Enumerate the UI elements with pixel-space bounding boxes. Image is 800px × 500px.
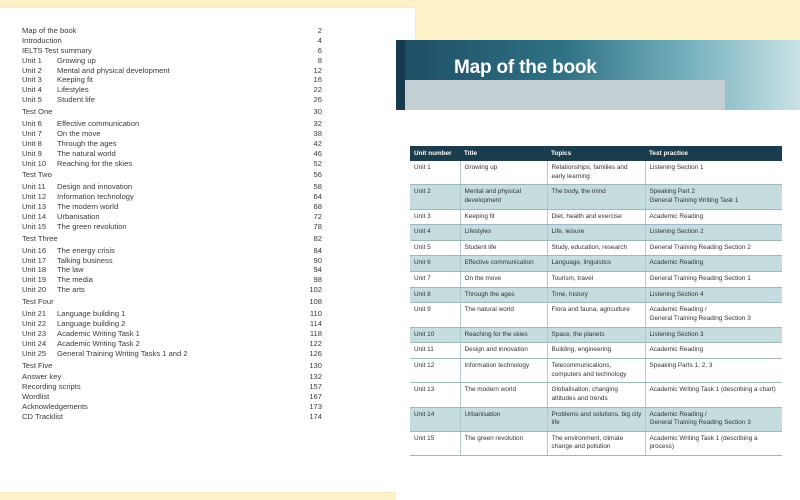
contents-entry-title: Design and innovation xyxy=(57,182,133,192)
contents-row xyxy=(22,36,322,46)
cell-topics: Relationships, families and early learning xyxy=(547,161,645,185)
contents-row xyxy=(22,202,322,212)
contents-page-number: 38 xyxy=(313,128,322,138)
contents-entry-label: Test Four xyxy=(22,297,54,307)
cell-test-practice: General Training Reading Section 2 xyxy=(645,240,782,256)
contents-page-number: 174 xyxy=(309,411,322,421)
cell-test-practice: Academic Reading xyxy=(645,343,782,359)
contents-entry-title: Academic Writing Task 2 xyxy=(57,338,140,348)
contents-entry-label: Unit 16 xyxy=(22,245,47,255)
cell-test-practice: Listening Section 4 xyxy=(645,287,782,303)
header-bar xyxy=(405,80,725,110)
cell-test-practice: Speaking Parts 1, 2, 3 xyxy=(645,358,782,382)
contents-row xyxy=(22,392,322,402)
contents-row xyxy=(22,139,322,149)
cell-unit: Unit 8 xyxy=(410,287,460,303)
contents-row xyxy=(22,107,322,117)
cell-unit: Unit 6 xyxy=(410,256,460,272)
cell-test-practice: Academic Reading / General Training Reading Section 3 xyxy=(645,303,782,327)
contents-entry-title: Growing up xyxy=(57,55,96,65)
contents-row xyxy=(22,129,322,139)
cell-title: Mental and physical development xyxy=(460,185,547,209)
contents-page-number: 82 xyxy=(313,233,322,243)
contents-row xyxy=(22,285,322,295)
contents-entry-label: CD Tracklist xyxy=(22,411,63,421)
contents-entry-label: Unit 13 xyxy=(22,202,47,212)
contents-entry-title: On the move xyxy=(57,128,101,138)
table-row xyxy=(410,358,782,382)
table-row xyxy=(410,431,782,455)
contents-entry-label: Unit 22 xyxy=(22,318,47,328)
cell-unit: Unit 1 xyxy=(410,161,460,185)
contents-entry-label: Unit 5 xyxy=(22,95,42,105)
contents-entry-label: Answer key xyxy=(22,372,62,382)
contents-row xyxy=(22,275,322,285)
contents-row xyxy=(22,149,322,159)
contents-page-number: 26 xyxy=(313,95,322,105)
contents-row xyxy=(22,159,322,169)
contents-page-number: 64 xyxy=(313,192,322,202)
cell-unit: Unit 12 xyxy=(410,358,460,382)
cell-title: The natural world xyxy=(460,303,547,327)
contents-entry-label: Unit 11 xyxy=(22,182,46,192)
contents-entry-label: Unit 19 xyxy=(22,275,47,285)
contents-page-number: 118 xyxy=(309,328,322,338)
cell-unit: Unit 4 xyxy=(410,225,460,241)
table-row xyxy=(410,327,782,343)
page-title: Map of the book xyxy=(454,57,597,78)
contents-page-number: 114 xyxy=(309,318,322,328)
table-row xyxy=(410,240,782,256)
contents-entry-label: Recording scripts xyxy=(22,382,81,392)
map-of-book-page xyxy=(396,40,800,500)
contents-entry-title: The green revolution xyxy=(57,221,127,231)
contents-entry-label: Introduction xyxy=(22,35,62,45)
table-row xyxy=(410,383,782,407)
contents-row xyxy=(22,119,322,129)
cell-title: The modern world xyxy=(460,383,547,407)
contents-page-number: 173 xyxy=(309,402,322,412)
contents-row xyxy=(22,256,322,266)
table-row xyxy=(410,343,782,359)
cell-unit: Unit 7 xyxy=(410,272,460,288)
contents-row xyxy=(22,95,322,105)
contents-entry-label: Wordlist xyxy=(22,392,50,402)
contents-entry-title: The modern world xyxy=(57,202,119,212)
contents-row xyxy=(22,339,322,349)
map-table xyxy=(410,146,782,456)
table-row xyxy=(410,161,782,185)
contents-row xyxy=(22,372,322,382)
cell-title: Urbanisation xyxy=(460,407,547,431)
cell-title: Design and innovation xyxy=(460,343,547,359)
contents-entry-title: General Training Writing Tasks 1 and 2 xyxy=(57,348,188,358)
contents-page-number: 4 xyxy=(317,35,322,45)
column-header-topics: Topics xyxy=(547,146,645,161)
column-header-title: Title xyxy=(460,146,547,161)
contents-entry-label: Test Three xyxy=(22,233,58,243)
contents-row xyxy=(22,329,322,339)
contents-page-number: 16 xyxy=(313,75,322,85)
cell-unit: Unit 14 xyxy=(410,407,460,431)
contents-entry-title: Student life xyxy=(57,95,95,105)
contents-row xyxy=(22,212,322,222)
contents-entry-label: Unit 4 xyxy=(22,85,42,95)
cell-unit: Unit 2 xyxy=(410,185,460,209)
column-header-test: Test practice xyxy=(645,146,782,161)
cell-test-practice: Academic Writing Task 1 (describing a chart) xyxy=(645,383,782,407)
cell-topics: The body, the mind xyxy=(547,185,645,209)
contents-entry-label: Unit 21 xyxy=(22,309,47,319)
column-header-unit: Unit number xyxy=(410,146,460,161)
contents-page-number: 98 xyxy=(313,275,322,285)
contents-entry-title: The media xyxy=(57,275,93,285)
contents-row xyxy=(22,412,322,422)
cell-topics: Language, linguistics xyxy=(547,256,645,272)
contents-entry-title: Language building 1 xyxy=(57,309,126,319)
contents-page-number: 72 xyxy=(313,212,322,222)
contents-page-number: 6 xyxy=(317,45,322,55)
contents-entry-title: Reaching for the skies xyxy=(57,158,133,168)
contents-entry-title: Effective communication xyxy=(57,119,140,129)
contents-entry-label: IELTS Test summary xyxy=(22,45,92,55)
contents-row xyxy=(22,297,322,307)
contents-page-number: 42 xyxy=(313,138,322,148)
cell-unit: Unit 11 xyxy=(410,343,460,359)
contents-entry-label: Test One xyxy=(22,107,53,117)
cell-topics: Problems and solutions, big city life xyxy=(547,407,645,431)
contents-entry-title: The natural world xyxy=(57,148,116,158)
contents-page-number: 32 xyxy=(313,119,322,129)
cell-topics: The environment, climate change and pollution xyxy=(547,431,645,455)
cell-topics: Telecommunications, computers and technology xyxy=(547,358,645,382)
cell-title: The green revolution xyxy=(460,431,547,455)
table-of-contents xyxy=(22,26,322,422)
contents-entry-label: Unit 7 xyxy=(22,128,42,138)
contents-entry-label: Unit 12 xyxy=(22,192,47,202)
contents-page-number: 108 xyxy=(309,297,322,307)
contents-page-number: 130 xyxy=(309,360,322,370)
contents-entry-title: Talking business xyxy=(57,255,113,265)
contents-page-number: 56 xyxy=(313,170,322,180)
table-row xyxy=(410,185,782,209)
contents-page-number: 8 xyxy=(317,55,322,65)
table-row xyxy=(410,209,782,225)
cell-title: Student life xyxy=(460,240,547,256)
cell-unit: Unit 5 xyxy=(410,240,460,256)
contents-page-number: 84 xyxy=(313,245,322,255)
table-row xyxy=(410,272,782,288)
contents-page-number: 157 xyxy=(309,382,322,392)
contents-entry-title: Language building 2 xyxy=(57,318,126,328)
cell-topics: Building, engineering xyxy=(547,343,645,359)
cell-title: Through the ages xyxy=(460,287,547,303)
table-row xyxy=(410,407,782,431)
contents-page-number: 122 xyxy=(309,338,322,348)
contents-entry-title: Mental and physical development xyxy=(57,65,170,75)
cell-unit: Unit 3 xyxy=(410,209,460,225)
contents-entry-label: Unit 17 xyxy=(22,255,47,265)
contents-row xyxy=(22,234,322,244)
contents-page-number: 58 xyxy=(313,182,322,192)
cell-test-practice: Speaking Part 2 General Training Writing Task 1 xyxy=(645,185,782,209)
contents-page-number: 52 xyxy=(313,158,322,168)
contents-entry-title: The energy crisis xyxy=(57,245,115,255)
contents-entry-label: Unit 9 xyxy=(22,148,42,158)
contents-row xyxy=(22,182,322,192)
cell-title: Effective communication xyxy=(460,256,547,272)
contents-row xyxy=(22,246,322,256)
contents-entry-label: Map of the book xyxy=(22,26,77,35)
contents-row xyxy=(22,265,322,275)
contents-page-number: 126 xyxy=(309,348,322,358)
contents-row xyxy=(22,382,322,392)
contents-row xyxy=(22,56,322,66)
cell-title: Lifestyles xyxy=(460,225,547,241)
cell-unit: Unit 13 xyxy=(410,383,460,407)
contents-page-number: 102 xyxy=(309,285,322,295)
cell-topics: Tourism, travel xyxy=(547,272,645,288)
contents-entry-title: The law xyxy=(57,265,84,275)
contents-entry-label: Unit 1 xyxy=(22,55,42,65)
contents-page-number: 78 xyxy=(313,221,322,231)
cell-test-practice: Academic Reading / General Training Reading Section 3 xyxy=(645,407,782,431)
contents-entry-label: Unit 6 xyxy=(22,119,42,129)
cell-topics: Study, education, research xyxy=(547,240,645,256)
cell-test-practice: Academic Writing Task 1 (describing a process) xyxy=(645,431,782,455)
cell-topics: Time, history xyxy=(547,287,645,303)
contents-row xyxy=(22,46,322,56)
contents-page-number: 46 xyxy=(313,148,322,158)
contents-entry-label: Unit 18 xyxy=(22,265,47,275)
header-dark-strip xyxy=(396,40,405,110)
contents-entry-title: Through the ages xyxy=(57,138,117,148)
contents-page-number: 167 xyxy=(309,392,322,402)
contents-entry-label: Unit 8 xyxy=(22,138,42,148)
contents-entry-label: Unit 20 xyxy=(22,285,47,295)
contents-row xyxy=(22,349,322,359)
table-row xyxy=(410,256,782,272)
contents-entry-label: Unit 15 xyxy=(22,221,47,231)
contents-page-number: 12 xyxy=(313,65,322,75)
cell-unit: Unit 15 xyxy=(410,431,460,455)
cell-unit: Unit 9 xyxy=(410,303,460,327)
contents-page-number: 2 xyxy=(317,26,322,35)
cell-test-practice: Listening Section 2 xyxy=(645,225,782,241)
contents-row xyxy=(22,402,322,412)
contents-entry-title: Academic Writing Task 1 xyxy=(57,328,140,338)
cell-title: Growing up xyxy=(460,161,547,185)
contents-entry-label: Acknowledgements xyxy=(22,402,88,412)
contents-entry-label: Unit 2 xyxy=(22,65,42,75)
contents-row xyxy=(22,361,322,371)
contents-entry-title: Information technology xyxy=(57,192,134,202)
contents-page-number: 90 xyxy=(313,255,322,265)
contents-row xyxy=(22,319,322,329)
cell-topics: Diet, health and exercise xyxy=(547,209,645,225)
contents-row xyxy=(22,66,322,76)
contents-page-number: 68 xyxy=(313,202,322,212)
cell-test-practice: Academic Reading xyxy=(645,256,782,272)
contents-page-number: 94 xyxy=(313,265,322,275)
cell-topics: Flora and fauna, agriculture xyxy=(547,303,645,327)
table-row xyxy=(410,287,782,303)
contents-entry-label: Test Five xyxy=(22,360,53,370)
contents-entry-title: The arts xyxy=(57,285,85,295)
cell-title: On the move xyxy=(460,272,547,288)
cell-test-practice: Listening Section 1 xyxy=(645,161,782,185)
contents-entry-label: Unit 3 xyxy=(22,75,42,85)
contents-row xyxy=(22,309,322,319)
contents-entry-label: Unit 25 xyxy=(22,348,47,358)
cell-title: Information technology xyxy=(460,358,547,382)
cell-topics: Globalisation, changing attitudes and trends xyxy=(547,383,645,407)
contents-entry-label: Unit 23 xyxy=(22,328,47,338)
contents-page-number: 22 xyxy=(313,85,322,95)
contents-page-number: 132 xyxy=(309,372,322,382)
cell-title: Keeping fit xyxy=(460,209,547,225)
contents-entry-label: Unit 14 xyxy=(22,212,47,222)
cell-topics: Life, leisure xyxy=(547,225,645,241)
contents-entry-title: Urbanisation xyxy=(57,212,100,222)
cell-test-practice: Academic Reading xyxy=(645,209,782,225)
cell-test-practice: Listening Section 3 xyxy=(645,327,782,343)
contents-page-number: 110 xyxy=(309,309,322,319)
contents-row xyxy=(22,85,322,95)
contents-row xyxy=(22,75,322,85)
contents-entry-label: Unit 10 xyxy=(22,158,47,168)
contents-entry-label: Test Two xyxy=(22,170,52,180)
cell-test-practice: General Training Reading Section 1 xyxy=(645,272,782,288)
contents-entry-title: Lifestyles xyxy=(57,85,89,95)
cell-unit: Unit 10 xyxy=(410,327,460,343)
contents-row xyxy=(22,170,322,180)
cell-title: Reaching for the skies xyxy=(460,327,547,343)
contents-page xyxy=(0,8,415,492)
table-row xyxy=(410,303,782,327)
contents-row xyxy=(22,222,322,232)
contents-entry-title: Keeping fit xyxy=(57,75,93,85)
table-row xyxy=(410,225,782,241)
contents-entry-label: Unit 24 xyxy=(22,338,47,348)
cell-topics: Space, the planets xyxy=(547,327,645,343)
map-table-header-row xyxy=(410,146,782,161)
contents-row xyxy=(22,26,322,36)
contents-page-number: 30 xyxy=(313,107,322,117)
contents-row xyxy=(22,192,322,202)
